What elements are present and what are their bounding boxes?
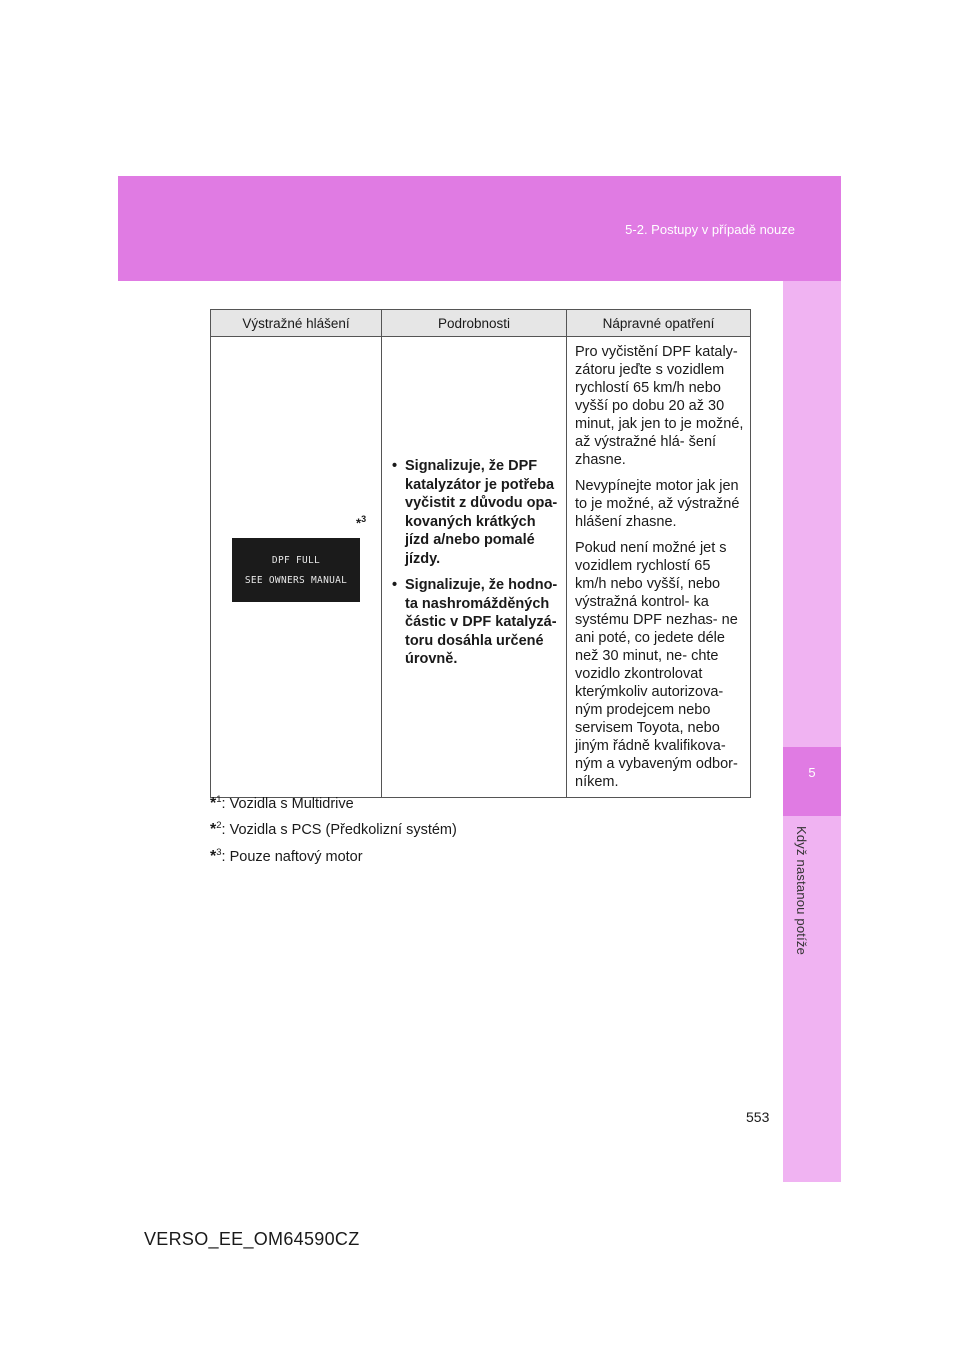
display-line-1: DPF FULL [271, 555, 321, 566]
detail-item: • Signalizuje, že hodno- ta nashromážděných částic v DPF katalyzá- toru dosáhla určené úrovně. [392, 577, 558, 668]
header-warning-message: Výstražné hlášení [211, 310, 382, 337]
warning-message-table [210, 309, 751, 798]
chapter-label: Když nastanou potíže [794, 826, 809, 956]
footnote-reference: *$^3$ [356, 514, 367, 531]
footnotes [210, 789, 457, 868]
action-paragraph: Pokud není možné jet s vozidlem rychlostí 65 km/h nebo vyšší, nebo výstražná kontrol- ka systému DPF nezhas- ne ani poté, co jedete déle než 30 minut, ne- chte vozidlo zkontrolovat kterýmkoliv autorizova- ným prodejcem nebo servisem Toyota, nebo jiným řádně kvalifikova- ným a vybaveným odbor- níkem. [575, 540, 738, 790]
table-row [211, 337, 751, 798]
detail-item: • Signalizuje, že DPF katalyzátor je potřeba vyčistit z důvodu opa- kovaných krátkých jízd a/nebo pomalé jízdy. [392, 458, 558, 567]
action-paragraph: Nevypínejte motor jak jen to je možné, až výstražné hlášení zhasne. [575, 478, 740, 530]
footnote-2: *$^2$: Vozidla s PCS (Předkolizní systém) [210, 820, 457, 839]
details-cell [382, 337, 567, 798]
header-details: Podrobnosti [382, 310, 567, 337]
dpf-full-display-image [232, 538, 360, 602]
corrective-action-cell [567, 337, 751, 798]
table-header-row [211, 310, 751, 337]
chapter-tab[interactable] [783, 747, 841, 816]
chapter-side-strip [783, 281, 841, 1182]
chapter-header-band [118, 176, 841, 281]
document-code: VERSO_EE_OM64590CZ [144, 1229, 360, 1249]
footnote-3: *$^3$: Pouze naftový motor [210, 846, 363, 865]
footnote-1: *$^1$: Vozidla s Multidrive [210, 794, 354, 812]
warning-message-cell [211, 337, 382, 798]
action-paragraph: Pro vyčistění DPF kataly- zátoru jeďte s vozidlem rychlostí 65 km/h nebo vyšší po dobu 20 až 30 minut, jak jen to je možné, až výstražné hlá- šení zhasne. [575, 344, 744, 468]
display-line-2: SEE OWNERS MANUAL [244, 575, 348, 586]
header-corrective-action: Nápravné opatření [567, 310, 751, 337]
section-title: 5-2. Postupy v případě nouze [625, 222, 795, 237]
chapter-number: 5 [808, 765, 816, 780]
page-number: 553 [746, 1109, 770, 1125]
